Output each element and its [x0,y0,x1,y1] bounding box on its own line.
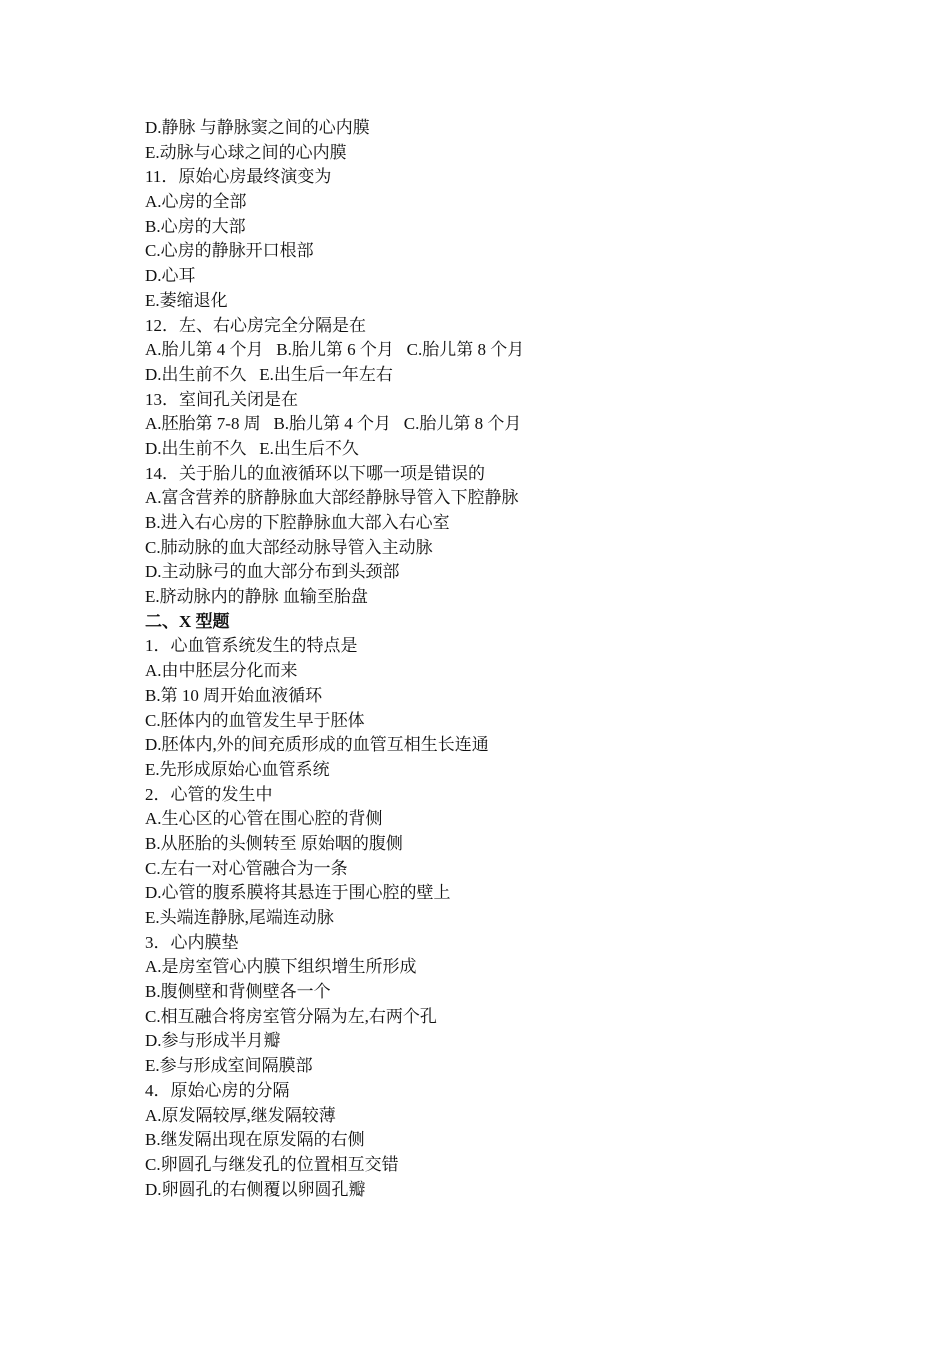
text-line: A.富含营养的脐静脉血大部经静脉导管入下腔静脉 [145,488,519,508]
text-line: B.腹侧壁和背侧壁各一个 [145,982,331,1002]
text-line: 2．心管的发生中 [145,784,273,804]
text-line: D.参与形成半月瓣 [145,1031,281,1051]
text-line: E.脐动脉内的静脉 血输至胎盘 [145,587,368,607]
text-line: A.由中胚层分化而来 [145,661,298,681]
text-line: E.先形成原始心血管系统 [145,759,330,779]
text-line: 4．原始心房的分隔 [145,1080,290,1100]
text-line: 1．心血管系统发生的特点是 [145,636,358,656]
text-line: B.继发隔出现在原发隔的右侧 [145,1130,365,1150]
text-line: 3．心内膜垫 [145,932,239,952]
text-line: B.从胚胎的头侧转至 原始咽的腹侧 [145,833,403,853]
question-list [145,116,845,1202]
text-line: C.心房的静脉开口根部 [145,241,314,261]
text-line: D.出生前不久 E.出生后一年左右 [145,364,393,384]
text-line: A.胎儿第 4 个月 B.胎儿第 6 个月 C.胎儿第 8 个月 [145,340,525,360]
text-line: E.头端连静脉,尾端连动脉 [145,908,334,927]
text-line: C.卵圆孔与继发孔的位置相互交错 [145,1154,399,1174]
text-line: D.静脉 与静脉窦之间的心内膜 [145,118,370,137]
text-line: C.胚体内的血管发生早于胚体 [145,710,365,730]
text-line: D.心耳 [145,266,196,286]
text-line: D.卵圆孔的右侧覆以卵圆孔瓣 [145,1179,366,1199]
text-line: C.相互融合将房室管分隔为左,右两个孔 [145,1006,437,1026]
text-line: 13．室间孔关闭是在 [145,389,298,409]
text-line: 11．原始心房最终演变为 [145,167,332,187]
text-line: D.胚体内,外的间充质形成的血管互相生长连通 [145,735,489,755]
text-line: B.进入右心房的下腔静脉血大部入右心室 [145,513,450,532]
text-line: D.出生前不久 E.出生后不久 [145,438,359,458]
text-line: B.第 10 周开始血液循环 [145,685,323,705]
text-line: D.主动脉弓的血大部分布到头颈部 [145,562,400,582]
text-line: 12．左、右心房完全分隔是在 [145,315,366,335]
text-line: E.萎缩退化 [145,290,228,310]
text-line: 14．关于胎儿的血液循环以下哪一项是错误的 [145,463,485,483]
text-line: A.胚胎第 7-8 周 B.胎儿第 4 个月 C.胎儿第 8 个月 [145,414,522,434]
text-line: E.参与形成室间隔膜部 [145,1056,313,1076]
text-line: D.心管的腹系膜将其悬连于围心腔的壁上 [145,883,451,903]
text-line: A.是房室管心内膜下组织增生所形成 [145,957,417,977]
text-line: E.动脉与心球之间的心内膜 [145,142,347,162]
section-heading: 二、X 型题 [145,611,230,631]
text-line: A.生心区的心管在围心腔的背侧 [145,809,383,829]
text-line: B.心房的大部 [145,216,246,236]
text-line: A.原发隔较厚,继发隔较薄 [145,1105,336,1125]
text-line: C.左右一对心管融合为一条 [145,858,348,878]
text-line: C.肺动脉的血大部经动脉导管入主动脉 [145,537,433,557]
text-line: A.心房的全部 [145,192,247,212]
